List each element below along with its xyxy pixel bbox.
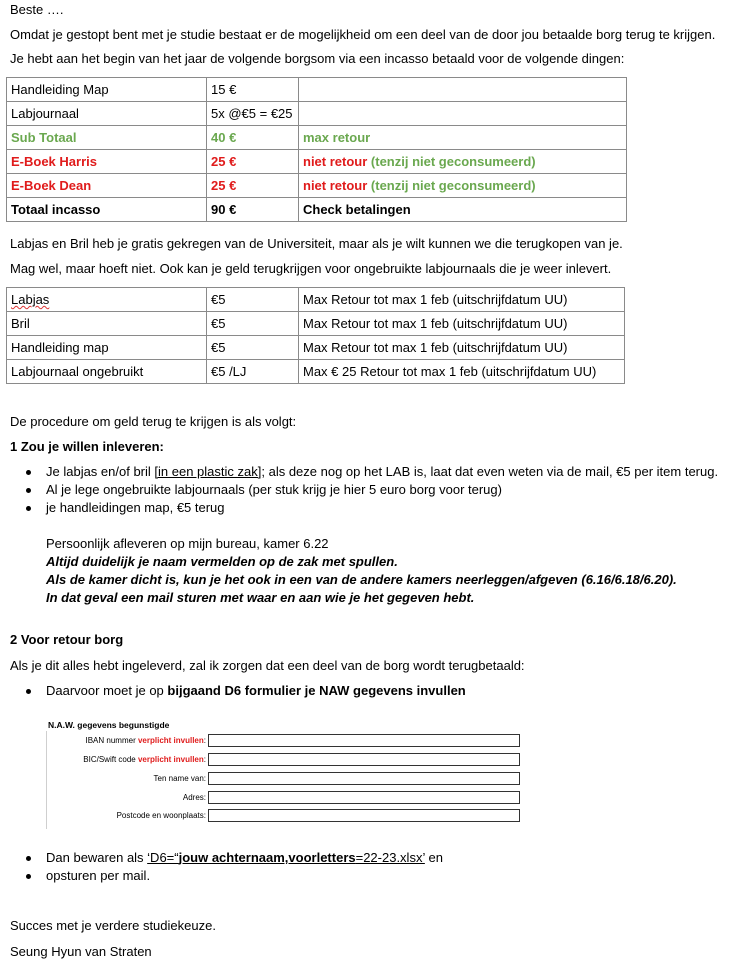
table-cell-note: Check betalingen <box>299 198 627 222</box>
closing-line: Succes met je verdere studiekeuze. <box>10 918 216 933</box>
form-title: N.A.W. gegevens begunstigde <box>48 720 170 730</box>
label-text: BIC/Swift code <box>83 755 138 764</box>
table-cell-item: Sub Totaal <box>7 126 207 150</box>
table-cell-item: E-Boek Dean <box>7 174 207 198</box>
table-cell-price: €5 <box>207 336 299 360</box>
table-cell-item: Handleiding map <box>7 336 207 360</box>
table-cell-price: 40 € <box>207 126 299 150</box>
procedure-intro: De procedure om geld terug te krijgen is als volgt: <box>10 414 297 429</box>
table-row <box>7 360 625 384</box>
name-input[interactable] <box>208 772 520 785</box>
note-condition: (tenzij niet geconsumeerd) <box>370 178 536 193</box>
table-cell-item: Totaal incasso <box>7 198 207 222</box>
form-row-name <box>46 772 526 786</box>
bullet-text-bold: bijgaand D6 formulier je NAW gegevens invullen <box>167 683 466 698</box>
note-condition: (tenzij niet geconsumeerd) <box>370 154 536 169</box>
bullet-text: ; als deze nog op het LAB is, laat dat even weten via de mail, €5 per item terug. <box>261 464 719 479</box>
filename-part-bold: jouw achternaam,voorletters <box>178 850 356 865</box>
bullet-text: Daarvoor moet je op <box>46 683 168 698</box>
bullet-text: Je labjas en/of bril <box>46 464 155 479</box>
table-item-text: Labjas <box>11 292 50 307</box>
table-cell-price: €5 <box>207 288 299 312</box>
table-cell-note: Max € 25 Retour tot max 1 feb (uitschrijfdatum UU) <box>299 360 625 384</box>
form-label <box>83 755 206 764</box>
form-label <box>86 736 207 745</box>
table-cell-note <box>299 78 627 102</box>
bullet-text: en <box>424 850 443 865</box>
label-colon: : <box>203 755 206 764</box>
iban-input[interactable] <box>208 734 520 747</box>
label-text: IBAN nummer <box>85 736 138 745</box>
note-closed-room: Als de kamer dicht is, kun je het ook in een van de andere kamers neerleggen/afgeven (6.16/6.18/6.20). <box>46 572 677 587</box>
paragraph-labjas: Labjas en Bril heb je gratis gekregen van de Universiteit, maar als je wilt kunnen we die terugkopen van je. <box>10 236 623 251</box>
table-row <box>7 288 625 312</box>
list-item: opsturen per mail. <box>26 867 443 885</box>
signature: Seung Hyun van Straten <box>10 944 152 959</box>
table-cell-price: €5 /LJ <box>207 360 299 384</box>
form-row-bic <box>46 753 526 767</box>
table-row <box>7 336 625 360</box>
paragraph-labjournaal: Mag wel, maar hoeft niet. Ook kan je geld terugkrijgen voor ongebruikte labjournaals die je weer inlevert. <box>10 261 612 276</box>
form-row-address <box>46 791 526 805</box>
deliver-instruction: Persoonlijk afleveren op mijn bureau, kamer 6.22 <box>46 536 329 551</box>
table-cell-item: E-Boek Harris <box>7 150 207 174</box>
form-label: Ten name van: <box>153 774 206 783</box>
table-cell-item: Handleiding Map <box>7 78 207 102</box>
table-cell-item: Labjournaal ongebruikt <box>7 360 207 384</box>
table-cell-item: Bril <box>7 312 207 336</box>
refund-list <box>26 682 466 700</box>
table-cell-price: 5x @€5 = €25 <box>207 102 299 126</box>
form-label: Adres: <box>182 793 206 802</box>
required-text: verplicht invullen <box>137 755 204 764</box>
table-row <box>7 150 627 174</box>
form-row-iban <box>46 734 526 748</box>
filename-part: =22-23.xlsx’ <box>355 850 425 865</box>
list-item: je handleidingen map, €5 terug <box>26 499 718 517</box>
buyback-table <box>6 287 625 384</box>
table-cell-note: Max Retour tot max 1 feb (uitschrijfdatum UU) <box>299 312 625 336</box>
table-cell-price: 90 € <box>207 198 299 222</box>
table-cell-note <box>299 150 627 174</box>
bullet-text: Dan bewaren als <box>46 850 148 865</box>
table-cell-note: Max Retour tot max 1 feb (uitschrijfdatum UU) <box>299 288 625 312</box>
label-colon: : <box>203 736 206 745</box>
table-row <box>7 312 625 336</box>
intro-line-1: Omdat je gestopt bent met je studie bestaat er de mogelijkheid om een deel van de door jou betaalde borg terug te krijgen. <box>10 27 716 42</box>
table-cell-note: max retour <box>299 126 627 150</box>
section-2-heading: 2 Voor retour borg <box>10 632 124 647</box>
list-item <box>26 463 718 481</box>
bic-input[interactable] <box>208 753 520 766</box>
table-cell-price: 15 € <box>207 78 299 102</box>
table-cell-note: Max Retour tot max 1 feb (uitschrijfdatum UU) <box>299 336 625 360</box>
table-cell-note <box>299 102 627 126</box>
table-cell-price: 25 € <box>207 174 299 198</box>
list-item: Al je lege ongebruikte labjournaals (per stuk krijg je hier 5 euro borg voor terug) <box>26 481 718 499</box>
table-cell-price: €5 <box>207 312 299 336</box>
deposit-table <box>6 77 627 222</box>
filename-link[interactable] <box>147 850 425 865</box>
naw-form <box>46 717 526 829</box>
greeting: Beste …. <box>10 2 64 17</box>
list-item <box>26 682 466 700</box>
table-cell-price: 25 € <box>207 150 299 174</box>
note-not-return: niet retour <box>303 154 368 169</box>
filename-part: ‘D6=“ <box>147 850 179 865</box>
postcode-input[interactable] <box>208 809 520 822</box>
form-label: Postcode en woonplaats: <box>116 811 206 820</box>
table-row <box>7 78 627 102</box>
table-row <box>7 174 627 198</box>
list-item <box>26 849 443 867</box>
table-cell-note <box>299 174 627 198</box>
table-row <box>7 198 627 222</box>
table-row <box>7 126 627 150</box>
save-list <box>26 849 443 885</box>
table-cell-item <box>7 288 207 312</box>
section-1-heading: 1 Zou je willen inleveren: <box>10 439 164 454</box>
plastic-bag-link[interactable]: [in een plastic zak] <box>154 464 262 479</box>
intro-line-2: Je hebt aan het begin van het jaar de volgende borgsom via een incasso betaald voor de volgende dingen: <box>10 51 625 66</box>
table-row <box>7 102 627 126</box>
note-name: Altijd duidelijk je naam vermelden op de zak met spullen. <box>46 554 398 569</box>
note-mail: In dat geval een mail sturen met waar en aan wie je het gegeven hebt. <box>46 590 475 605</box>
section-2-intro: Als je dit alles hebt ingeleverd, zal ik zorgen dat een deel van de borg wordt terugbetaald: <box>10 658 525 673</box>
address-input[interactable] <box>208 791 520 804</box>
table-cell-item: Labjournaal <box>7 102 207 126</box>
return-items-list <box>26 463 718 517</box>
note-not-return: niet retour <box>303 178 368 193</box>
form-row-postcode <box>46 809 526 823</box>
required-text: verplicht invullen <box>137 736 204 745</box>
